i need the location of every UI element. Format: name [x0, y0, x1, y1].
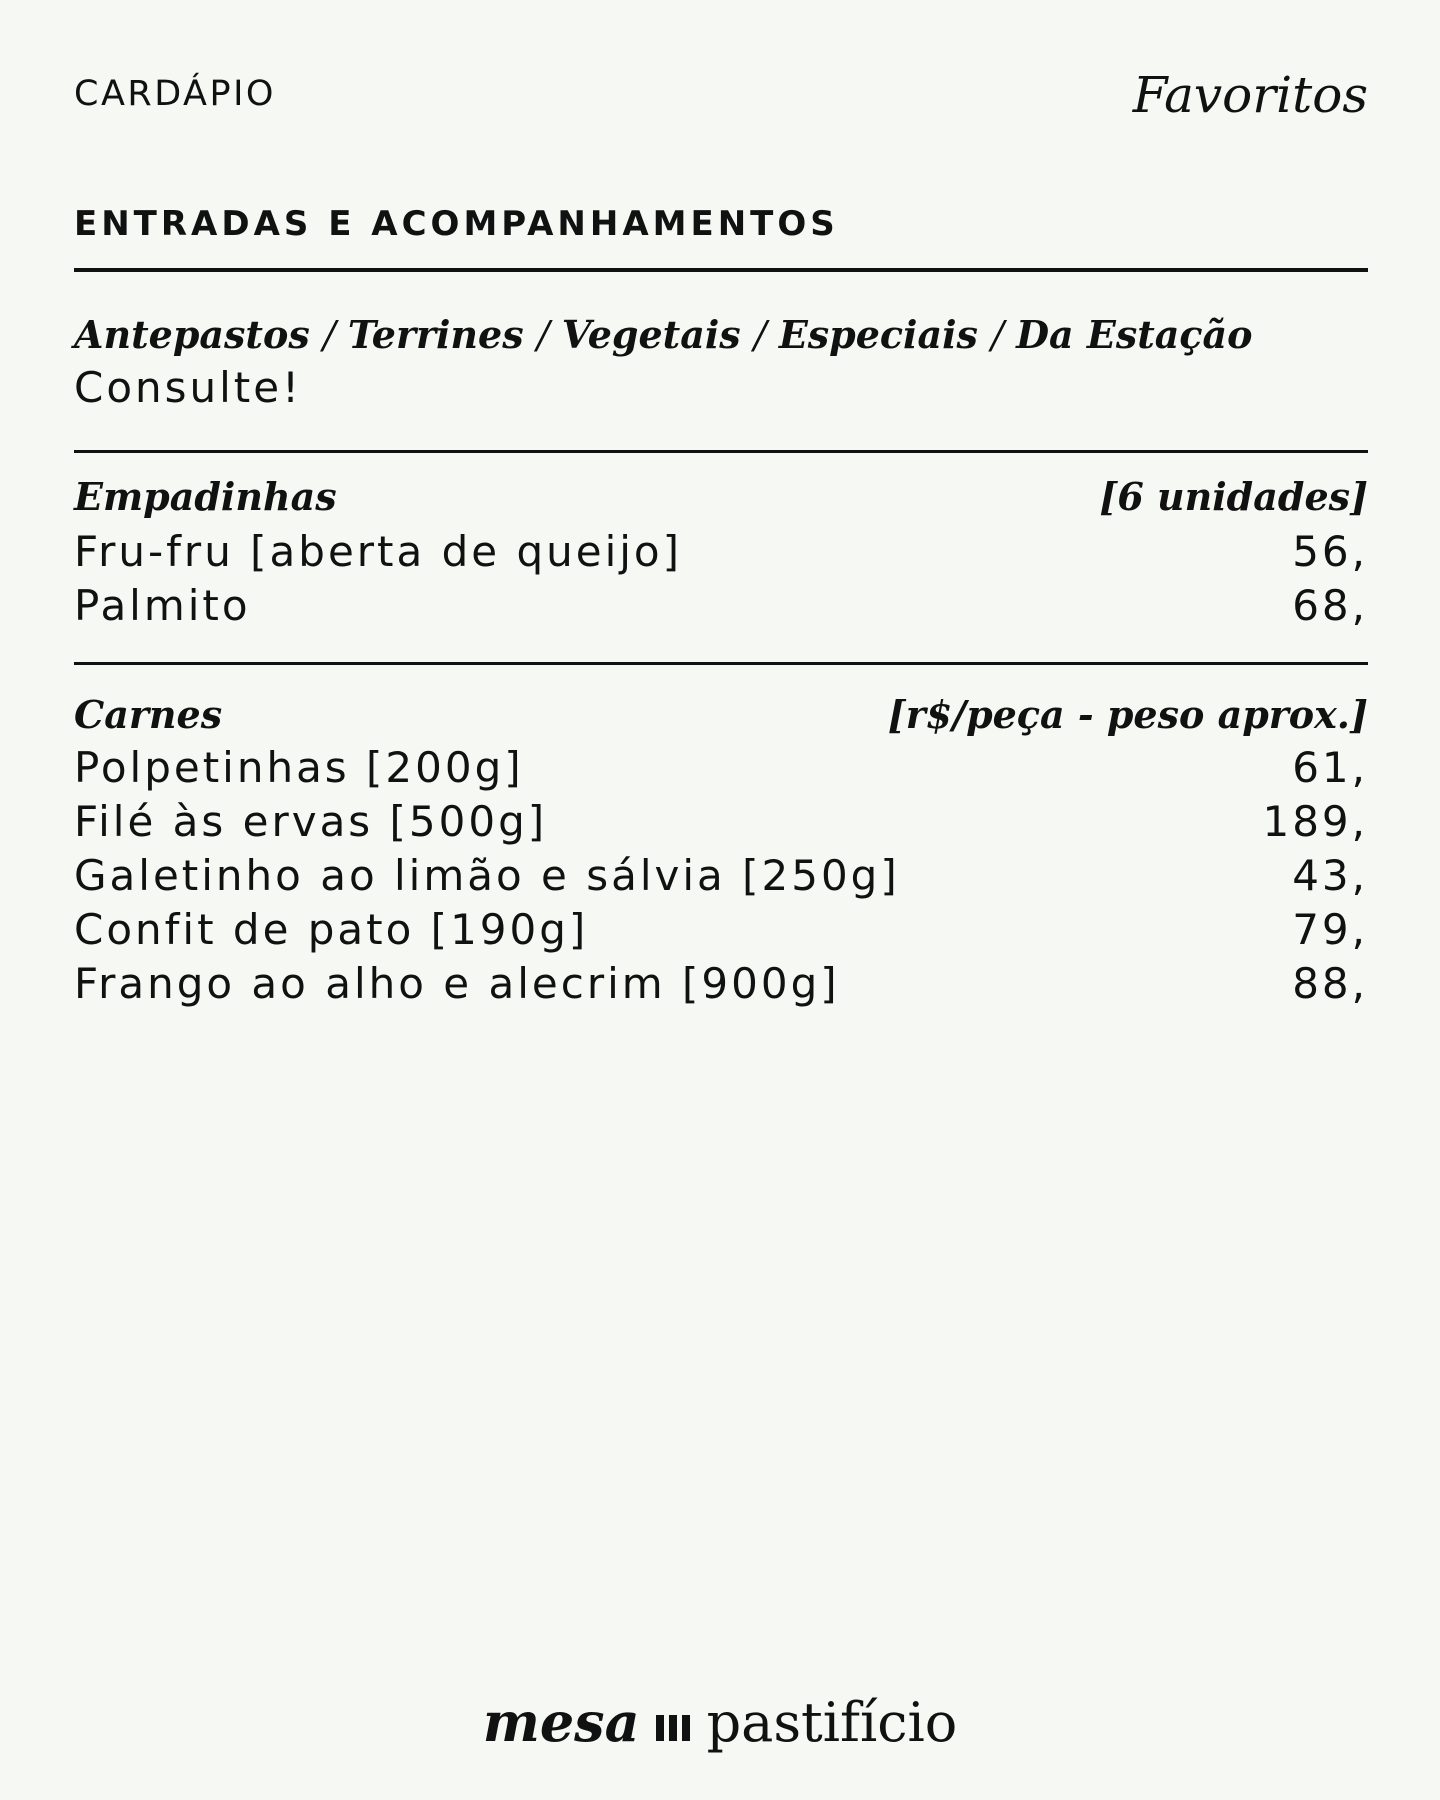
categories-note: Consulte! — [74, 363, 302, 412]
empadinhas-header — [74, 474, 1368, 522]
carnes-title: Carnes — [74, 692, 223, 737]
menu-item-name: Polpetinhas [200g] — [74, 743, 524, 792]
menu-item-row — [74, 797, 1368, 851]
menu-item-row — [74, 851, 1368, 905]
logo-word-pastificio: pastifício — [706, 1691, 958, 1754]
carnes-header — [74, 692, 1368, 740]
empadinhas-title: Empadinhas — [74, 474, 337, 519]
menu-item-row — [74, 959, 1368, 1013]
category-especiais: Especiais — [778, 312, 978, 357]
page-header — [74, 66, 1368, 130]
menu-item-price: 61, — [1292, 743, 1368, 792]
menu-label: CARDÁPIO — [74, 74, 276, 114]
menu-item-row — [74, 581, 1368, 635]
menu-item-price: 56, — [1292, 527, 1368, 576]
menu-item-name: Filé às ervas [500g] — [74, 797, 548, 846]
menu-item-row — [74, 905, 1368, 959]
menu-item-name: Galetinho ao limão e sálvia [250g] — [74, 851, 900, 900]
divider — [74, 450, 1368, 453]
brand-logo — [0, 1690, 1440, 1758]
menu-item-price: 88, — [1292, 959, 1368, 1008]
category-da-estacao: Da Estação — [1016, 312, 1253, 357]
menu-item-price: 68, — [1292, 581, 1368, 630]
menu-item-name: Frango ao alho e alecrim [900g] — [74, 959, 840, 1008]
category-antepastos: Antepastos — [74, 312, 310, 357]
divider — [74, 662, 1368, 665]
empadinhas-unit-note: [6 unidades] — [1099, 474, 1368, 519]
category-separator: / — [536, 313, 562, 357]
category-vegetais: Vegetais — [561, 312, 741, 357]
logo-word-mesa: mesa — [482, 1690, 640, 1754]
section-divider — [74, 268, 1368, 272]
category-separator: / — [322, 313, 348, 357]
category-separator: / — [753, 313, 779, 357]
category-terrines: Terrines — [347, 312, 524, 357]
menu-item-row — [74, 527, 1368, 581]
logo-bars-icon — [656, 1692, 695, 1754]
page-title: Favoritos — [1132, 66, 1368, 124]
menu-item-name: Palmito — [74, 581, 251, 630]
menu-item-price: 189, — [1262, 797, 1368, 846]
carnes-unit-note: [r$/peça - peso aprox.] — [887, 692, 1368, 737]
category-separator: / — [991, 313, 1017, 357]
menu-item-row — [74, 743, 1368, 797]
menu-item-name: Fru-fru [aberta de queijo] — [74, 527, 683, 576]
categories-line — [74, 312, 1253, 357]
menu-item-name: Confit de pato [190g] — [74, 905, 589, 954]
menu-page — [74, 0, 1368, 1800]
menu-item-price: 79, — [1292, 905, 1368, 954]
menu-item-price: 43, — [1292, 851, 1368, 900]
section-title: ENTRADAS E ACOMPANHAMENTOS — [74, 204, 839, 244]
